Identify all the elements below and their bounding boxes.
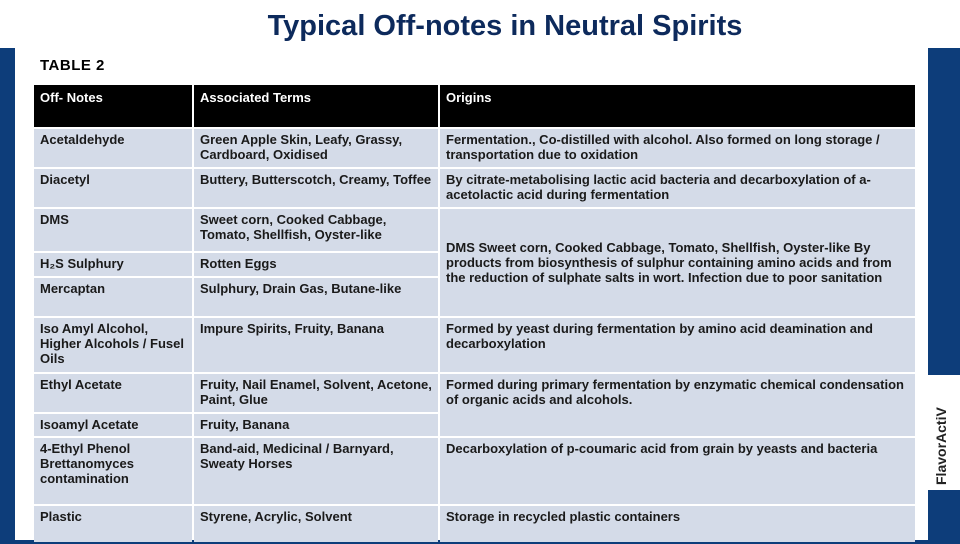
cell-terms: Sulphury, Drain Gas, Butane-like xyxy=(194,278,438,316)
cell-terms: Fruity, Nail Enamel, Solvent, Acetone, Paint, Glue xyxy=(194,374,438,412)
table-row xyxy=(34,209,915,251)
cell-note: Iso Amyl Alcohol, Higher Alcohols / Fusel Oils xyxy=(34,318,192,372)
table-label: TABLE 2 xyxy=(40,57,105,74)
cell-terms: Rotten Eggs xyxy=(194,253,438,276)
cell-origin: DMS Sweet corn, Cooked Cabbage, Tomato, Shellfish, Oyster-like By products from biosynthesis of sulphur containing amino acids and from the reduction of sulphate salts in wort. Infection due to poor sanitation xyxy=(440,209,915,316)
header-associated-terms: Associated Terms xyxy=(194,85,438,127)
off-notes-table xyxy=(32,83,917,544)
cell-origin: Storage in recycled plastic containers xyxy=(440,506,915,542)
cell-origin: Formed during primary fermentation by enzymatic chemical condensation of organic acids and alcohols. xyxy=(440,374,915,436)
cell-origin: Decarboxylation of p-coumaric acid from grain by yeasts and bacteria xyxy=(440,438,915,504)
table-row xyxy=(34,129,915,167)
cell-note: Diacetyl xyxy=(34,169,192,207)
cell-origin: By citrate-metabolising lactic acid bacteria and decarboxylation of a-acetolactic acid during fermentation xyxy=(440,169,915,207)
cell-note: Mercaptan xyxy=(34,278,192,316)
cell-terms: Sweet corn, Cooked Cabbage, Tomato, Shellfish, Oyster-like xyxy=(194,209,438,251)
cell-note: Ethyl Acetate xyxy=(34,374,192,412)
cell-note: 4-Ethyl Phenol Brettanomyces contamination xyxy=(34,438,192,504)
cell-terms: Styrene, Acrylic, Solvent xyxy=(194,506,438,542)
table-header-row xyxy=(34,85,915,127)
header-off-notes: Off- Notes xyxy=(34,85,192,127)
table-row xyxy=(34,169,915,207)
brand-logo xyxy=(928,375,960,490)
page-title: Typical Off-notes in Neutral Spirits xyxy=(267,10,743,42)
cell-note: Acetaldehyde xyxy=(34,129,192,167)
cell-terms: Green Apple Skin, Leafy, Grassy, Cardboard, Oxidised xyxy=(194,129,438,167)
table-row xyxy=(34,506,915,542)
cell-note: DMS xyxy=(34,209,192,251)
table-row xyxy=(34,318,915,372)
header-origins: Origins xyxy=(440,85,915,127)
cell-terms: Impure Spirits, Fruity, Banana xyxy=(194,318,438,372)
table-row xyxy=(34,374,915,412)
cell-terms: Band-aid, Medicinal / Barnyard, Sweaty Horses xyxy=(194,438,438,504)
table-row xyxy=(34,438,915,504)
cell-note: Isoamyl Acetate xyxy=(34,414,192,436)
cell-note: Plastic xyxy=(34,506,192,542)
logo-text: FlavorActiV xyxy=(933,407,949,485)
cell-terms: Buttery, Butterscotch, Creamy, Toffee xyxy=(194,169,438,207)
cell-terms: Fruity, Banana xyxy=(194,414,438,436)
cell-origin: Formed by yeast during fermentation by amino acid deamination and decarboxylation xyxy=(440,318,915,372)
cell-note: H₂S Sulphury xyxy=(34,253,192,276)
cell-origin: Fermentation., Co-distilled with alcohol. Also formed on long storage / transportation due to oxidation xyxy=(440,129,915,167)
